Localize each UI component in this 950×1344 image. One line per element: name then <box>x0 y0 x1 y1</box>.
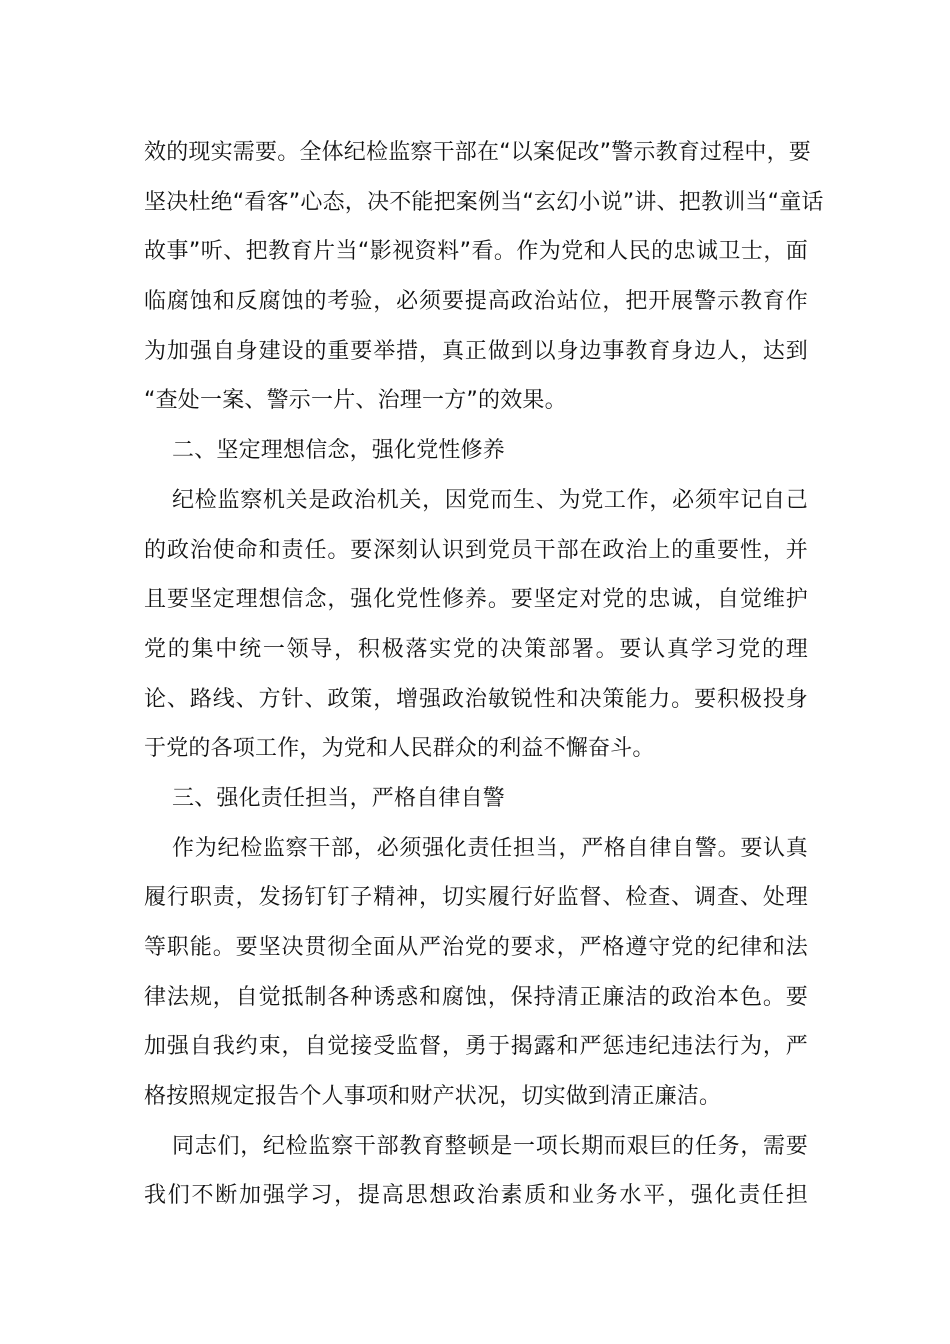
paragraph-line: 律法规，自觉抵制各种诱惑和腐蚀，保持清正廉洁的政治本色。要 <box>144 984 808 1010</box>
paragraph-line: 论、路线、方针、政策，增强政治敏锐性和决策能力。要积极投身 <box>144 686 808 712</box>
paragraph-line: 我们不断加强学习，提高思想政治素质和业务水平，强化责任担 <box>144 1183 808 1209</box>
paragraph-line: 且要坚定理想信念，强化党性修养。要坚定对党的忠诚，自觉维护 <box>144 587 808 613</box>
paragraph-line: 同志们，纪检监察干部教育整顿是一项长期而艰巨的任务，需要 <box>172 1133 808 1159</box>
paragraph-line: 等职能。要坚决贯彻全面从严治党的要求，严格遵守党的纪律和法 <box>144 935 808 960</box>
paragraph-line: 效的现实需要。全体纪检监察干部在“以案促改”警示教育过程中，要 <box>144 140 811 165</box>
paragraph-line: 为加强自身建设的重要举措，真正做到以身边事教育身边人，达到 <box>144 338 808 364</box>
paragraph-line: 纪检监察机关是政治机关，因党而生、为党工作，必须牢记自己 <box>172 487 808 513</box>
section-heading: 二、坚定理想信念，强化党性修养 <box>172 438 506 464</box>
paragraph-line: 的政治使命和责任。要深刻认识到党员干部在政治上的重要性，并 <box>144 537 808 563</box>
paragraph-line: 临腐蚀和反腐蚀的考验，必须要提高政治站位，把开展警示教育作 <box>144 289 808 315</box>
paragraph-line: 作为纪检监察干部，必须强化责任担当，严格自律自警。要认真 <box>172 835 808 861</box>
paragraph-line: 于党的各项工作，为党和人民群众的利益不懈奋斗。 <box>144 736 655 762</box>
paragraph-line: “查处一案、警示一片、治理一方”的效果。 <box>144 388 567 414</box>
document-body <box>144 128 824 1221</box>
section-heading: 三、强化责任担当，严格自律自警 <box>172 785 506 811</box>
paragraph-line: 加强自我约束，自觉接受监督，勇于揭露和严惩违纪违法行为，严 <box>144 1034 808 1060</box>
paragraph-line: 格按照规定报告个人事项和财产状况，切实做到清正廉洁。 <box>144 1084 722 1110</box>
paragraph-line: 党的集中统一领导，积极落实党的决策部署。要认真学习党的理 <box>144 636 808 662</box>
paragraph-line: 故事”听、把教育片当“影视资料”看。作为党和人民的忠诚卫士，面 <box>144 239 808 265</box>
paragraph-line: 坚决杜绝“看客”心态，决不能把案例当“玄幻小说”讲、把教训当“童话 <box>144 189 824 215</box>
paragraph-line: 履行职责，发扬钉钉子精神，切实履行好监督、检查、调查、处理 <box>144 885 808 911</box>
